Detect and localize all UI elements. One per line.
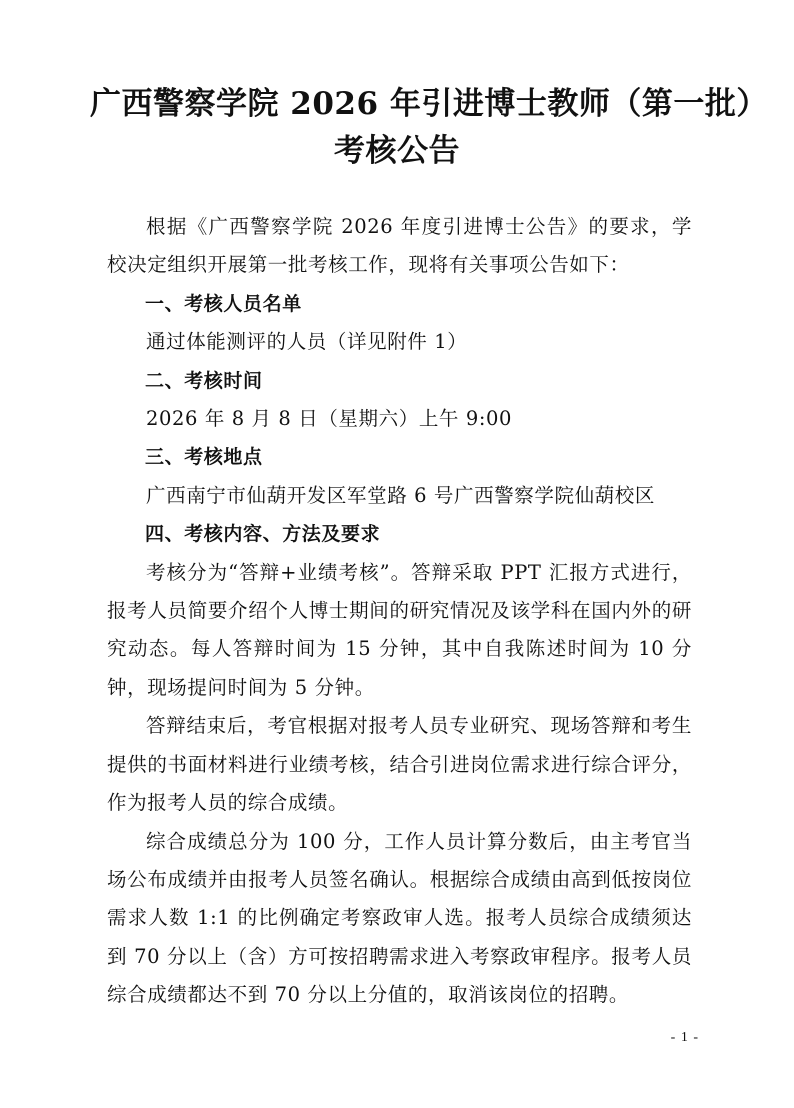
section-text-content-2: 答辩结束后，考官根据对报考人员专业研究、现场答辩和考生提供的书面材料进行业绩考核，结合引进岗位需求进行综合评分，作为报考人员的综合成绩。 (107, 714, 692, 815)
section-heading-location: 三、考核地点 (145, 446, 263, 469)
section-text-location: 广西南宁市仙葫开发区军堂路 6 号广西警察学院仙葫校区 (146, 483, 656, 507)
section-heading-personnel: 一、考核人员名单 (145, 292, 302, 315)
section-text-personnel: 通过体能测评的人员（详见附件 1） (146, 330, 468, 354)
section-text-time: 2026 年 8 月 8 日（星期六）上午 9:00 (146, 407, 513, 431)
page-number: - 1 - (670, 1030, 699, 1045)
intro-paragraph: 根据《广西警察学院 2026 年度引进博士公告》的要求，学校决定组织开展第一批考核工作，现将有关事项公告如下： (107, 215, 692, 277)
document-title-line1: 广西警察学院 2026 年引进博士教师（第一批） (90, 86, 768, 122)
section-text-content-1: 考核分为“答辩+业绩考核”。答辩采取 PPT 汇报方式进行，报考人员简要介绍个人博士期间的研究情况及该学科在国内外的研究动态。每人答辩时间为 15 分钟，其中自我陈述时间为 10 分钟，现场提问时间为 5 分钟。 (107, 560, 692, 699)
document-title-line2: 考核公告 (334, 133, 460, 169)
section-heading-content: 四、考核内容、方法及要求 (145, 523, 381, 546)
section-text-content-3: 综合成绩总分为 100 分，工作人员计算分数后，由主考官当场公布成绩并由报考人员签名确认。根据综合成绩由高到低按岗位需求人数 1:1 的比例确定考察政审人选。报考人员综合成绩须达到 70 分以上（含）方可按招聘需求进入考察政审程序。报考人员综合成绩都达不到 70 分以上分值的，取消该岗位的招聘。 (107, 829, 692, 1007)
section-heading-time: 二、考核时间 (145, 369, 263, 392)
document-body (107, 208, 692, 1015)
